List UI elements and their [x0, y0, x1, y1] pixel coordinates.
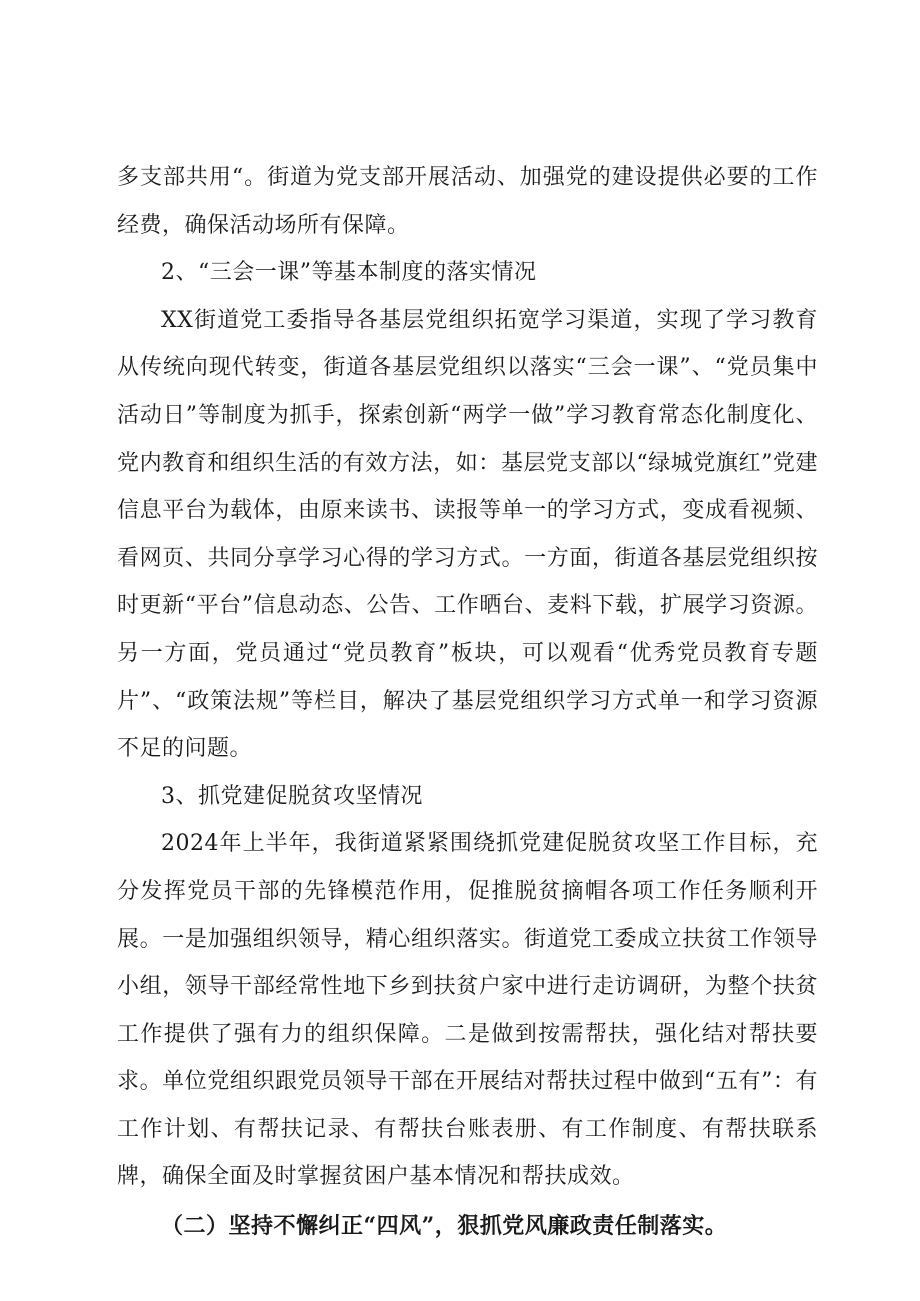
section-heading-four-winds: （二）坚持不懈纠正“四风”，狠抓党风廉政责任制落实。 — [161, 1213, 728, 1240]
paragraph-continued: 多支部共用“。街道为党支部开展活动、加强党的建设提供必要的工作经费，确保活动场所有保障。 — [117, 165, 818, 238]
subheading-three-meetings: 2、“三会一课”等基本制度的落实情况 — [161, 260, 537, 286]
paragraph-poverty-work: 2024年上半年，我街道紧紧围绕抓党建促脱贫攻坚工作目标，充分发挥党员干部的先锋模范作用，促推脱贫摘帽各项工作任务顺利开展。一是加强组织领导，精心组织落实。街道党工委成立扶贫工作领导小组，领导干部经常性地下乡到扶贫户家中进行走访调研，为整个扶贫工作提供了强有力的组织保障。二是做到按需帮扶，强化结对帮扶要求。单位党组织跟党员领导干部在开展结对帮扶过程中做到“五有”：有工作计划、有帮扶记录、有帮扶台账表册、有工作制度、有帮扶联系牌，确保全面及时掌握贫困户基本情况和帮扶成效。 — [117, 831, 818, 1190]
paragraph-learning-channels: XX街道党工委指导各基层党组织拓宽学习渠道，实现了学习教育从传统向现代转变，街道各基层党组织以落实“三会一课”、“党员集中活动日”等制度为抓手，探索创新“两学一做”学习教育常态化制度化、党内教育和组织生活的有效方法，如：基层党支部以“绿城党旗红”党建信息平台为载体，由原来读书、读报等单一的学习方式，变成看视频、看网页、共同分享学习心得的学习方式。一方面，街道各基层党组织按时更新“平台”信息动态、公告、工作晒台、麦料下载，扩展学习资源。另一方面，党员通过“党员教育”板块，可以观看“优秀党员教育专题片”、“政策法规”等栏目，解决了基层党组织学习方式单一和学习资源不足的问题。 — [117, 307, 818, 762]
subheading-poverty-alleviation: 3、抓党建促脱贫攻坚情况 — [161, 783, 423, 809]
document-body — [117, 154, 818, 1251]
